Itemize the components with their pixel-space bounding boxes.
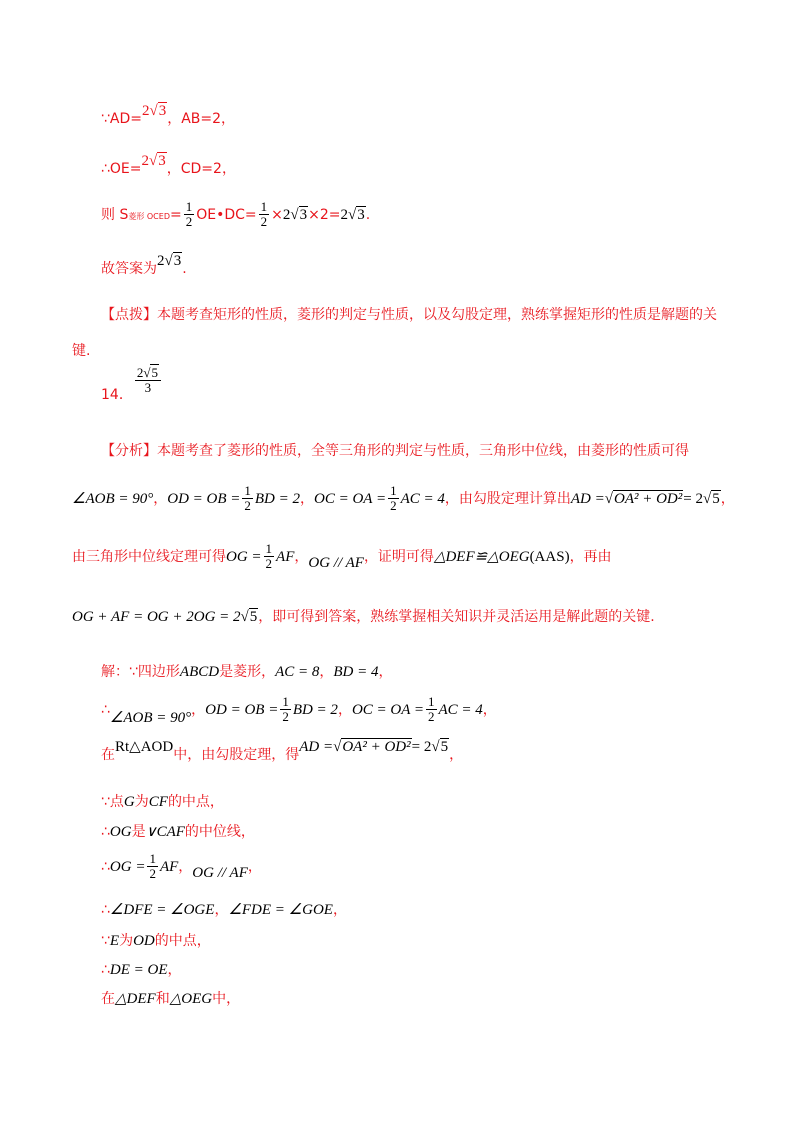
radicand: OA² + OD² (613, 491, 683, 507)
text: 解：∵四边形 (101, 664, 180, 680)
numerator: 1 (244, 483, 251, 498)
text: ， (319, 664, 334, 680)
math: OD = OB = (167, 491, 241, 507)
denominator: 2 (260, 214, 268, 229)
math: ∠DFE = ∠OGE (109, 902, 215, 918)
text: ， (294, 549, 309, 565)
math: CF (148, 794, 168, 810)
text: 在 (101, 747, 115, 763)
text: 的中点， (167, 794, 224, 810)
numerator: 1 (185, 199, 193, 214)
fraction (280, 695, 291, 724)
text: 中，由勾股定理，得 (173, 747, 300, 763)
text: ∵ (101, 933, 110, 949)
numerator: 1 (265, 541, 273, 556)
math: OG = (226, 549, 262, 565)
coef: 2 (282, 207, 291, 223)
math: △OEG (169, 991, 213, 1007)
radicand: 3 (158, 103, 167, 119)
solution-line-8 (101, 930, 211, 950)
text: × (271, 207, 283, 223)
math: OG // AF (192, 865, 248, 881)
denominator: 2 (428, 709, 435, 724)
solution-line-5 (101, 821, 255, 841)
denominator: 2 (149, 866, 156, 881)
denominator: 2 (244, 498, 251, 513)
text: ， (378, 664, 393, 680)
sqrt: √5 (240, 609, 258, 625)
denominator: 3 (144, 380, 152, 395)
numerator: 1 (149, 851, 156, 866)
analysis-paragraph: 【分析】本题考查了菱形的性质，全等三角形的判定与性质，三角形中位线，由菱形的性质可得 (101, 443, 689, 459)
fraction (242, 484, 253, 513)
math: Rt△AOD (115, 739, 174, 755)
question-14 (101, 365, 163, 403)
text: ， (720, 491, 735, 507)
fraction (426, 695, 437, 724)
text: . (365, 207, 371, 223)
coef: 2 (142, 103, 150, 119)
text: 为 (134, 794, 149, 810)
line-answer (101, 253, 187, 278)
radicand: 3 (158, 153, 166, 169)
text: 的中点， (154, 933, 211, 949)
math (157, 253, 182, 269)
denominator: 2 (185, 214, 193, 229)
radicand: 5 (712, 491, 720, 507)
sqrt: √OA² + OD² (604, 491, 683, 507)
question-number: 14． (101, 387, 133, 403)
text: 的中位线， (184, 824, 255, 840)
math: BD = 4 (333, 664, 379, 680)
math: ∠FDE = ∠GOE (228, 902, 333, 918)
solution-line-7 (101, 899, 347, 919)
text: ， (300, 491, 315, 507)
text: ∴ (101, 962, 110, 978)
math: OC = OA = (351, 702, 424, 718)
coef: 2 (141, 153, 150, 169)
sqrt: √5 (143, 365, 158, 380)
math: AC = 4 (400, 491, 445, 507)
radicand: 5 (151, 365, 158, 380)
math: OC = OA = (314, 491, 387, 507)
text: ∴ (101, 702, 110, 718)
text: ∴ (101, 859, 110, 875)
math: △DEF (115, 991, 156, 1007)
math: = 2 (683, 491, 703, 507)
numerator: 1 (390, 483, 397, 498)
sqrt: √5 (431, 739, 449, 755)
text: ， (178, 859, 193, 875)
text: ×2= (308, 207, 341, 223)
math (283, 207, 308, 223)
text: ，再由 (569, 549, 612, 565)
text: ，证明可得 (363, 549, 434, 565)
line-area (101, 200, 370, 229)
sqrt: √3 (164, 253, 182, 269)
math: E (109, 933, 120, 949)
text: 则 S (101, 207, 129, 223)
numerator: 1 (428, 694, 435, 709)
text: ， (337, 702, 352, 718)
math: AF (159, 859, 179, 875)
text: ， (247, 859, 262, 875)
sqrt: √5 (702, 491, 720, 507)
text: ， (191, 702, 206, 718)
text: ∴OE= (101, 161, 142, 177)
text: ，CD=2， (166, 161, 236, 177)
text: ， (167, 962, 182, 978)
denominator: 2 (282, 709, 289, 724)
note-paragraph-end: 键. (72, 343, 91, 359)
math: AC = 8 (275, 664, 320, 680)
text: ∴ (101, 902, 110, 918)
math: ABCD (179, 664, 220, 680)
line-oe (101, 153, 236, 178)
math (142, 103, 167, 119)
line-ad (101, 103, 236, 128)
solution-line-10 (101, 988, 240, 1008)
subscript: 菱形 OCED (128, 212, 170, 221)
fraction (184, 200, 195, 229)
radicand: 3 (299, 207, 308, 223)
sqrt: √3 (149, 103, 167, 119)
text: ，即可得到答案，熟练掌握相关知识并灵活运用是解此题的关键. (258, 609, 655, 625)
sqrt: √OA² + OD² (333, 739, 411, 755)
math: AF (276, 549, 295, 565)
text: ∵AD= (101, 111, 142, 127)
numerator: 1 (282, 694, 289, 709)
text: . (182, 261, 187, 277)
radicand: OA² + OD² (342, 739, 411, 755)
text: = (169, 207, 182, 223)
sqrt: √3 (290, 207, 308, 223)
math: OD (133, 933, 155, 949)
text: ，由勾股定理计算出 (444, 491, 571, 507)
math: ∠AOB = 90° (72, 491, 154, 507)
analysis-line-3 (72, 542, 612, 571)
text: ， (332, 902, 347, 918)
solution-line-6 (101, 852, 262, 881)
fraction (388, 484, 399, 513)
math: AD = (570, 491, 605, 507)
text: 是菱形， (219, 664, 276, 680)
text: 在 (101, 991, 115, 1007)
coef: 2 (340, 207, 348, 223)
math: BD = 2 (254, 491, 301, 507)
math (142, 153, 167, 169)
analysis-line-2 (72, 484, 735, 513)
numerator (135, 366, 161, 381)
math: G (123, 794, 135, 810)
text: 由三角形中位线定理可得 (72, 549, 226, 565)
text: OE•DC= (196, 207, 257, 223)
denominator: 2 (265, 556, 273, 571)
math: △DEF≌△OEG (433, 549, 530, 565)
sqrt: √3 (149, 153, 166, 169)
solution-line-4 (101, 791, 224, 811)
math: DE = OE (109, 962, 168, 978)
solution-line-1 (101, 661, 393, 681)
math (340, 207, 365, 223)
math: OG + AF = OG + 2OG = 2 (72, 609, 241, 625)
math: BD = 2 (292, 702, 338, 718)
text: 为 (119, 933, 134, 949)
note-paragraph: 【点拨】本题考查矩形的性质，菱形的判定与性质，以及勾股定理，熟练掌握矩形的性质是解题的关 (101, 307, 717, 323)
math: ∠AOB = 90° (109, 710, 192, 726)
coef: 2 (136, 365, 144, 380)
fraction (135, 366, 161, 395)
sqrt: √3 (347, 207, 365, 223)
text: 和 (155, 991, 170, 1007)
text: ， (482, 702, 497, 718)
text: 中， (212, 991, 241, 1007)
radicand: 3 (357, 207, 365, 223)
solution-line-2 (101, 695, 497, 724)
math: OG = (109, 859, 146, 875)
text: 是 (131, 824, 146, 840)
analysis-line-4 (72, 606, 655, 626)
fraction (147, 852, 158, 881)
math: OG (109, 824, 132, 840)
radicand: 3 (173, 253, 182, 269)
solution-line-3 (101, 739, 464, 764)
math: OG // AF (308, 555, 364, 571)
math: OD = OB = (205, 702, 279, 718)
denominator: 2 (390, 498, 397, 513)
text: ∴ (101, 824, 110, 840)
radicand: 5 (249, 609, 258, 625)
math: AC = 4 (438, 702, 483, 718)
text: 故答案为 (101, 261, 157, 277)
math: ∨CAF (145, 824, 185, 840)
text: ， (214, 902, 229, 918)
fraction (259, 200, 270, 229)
solution-line-9 (101, 959, 182, 979)
coef: 2 (157, 253, 165, 269)
text: ， (449, 747, 464, 763)
text: ，AB=2， (167, 111, 236, 127)
math: AD = (299, 739, 334, 755)
fraction (264, 542, 275, 571)
radicand: 5 (440, 739, 449, 755)
text: ， (153, 491, 168, 507)
numerator: 1 (260, 199, 268, 214)
math: (AAS) (529, 549, 570, 565)
text: ∵点 (101, 794, 124, 810)
math: = 2 (411, 739, 432, 755)
